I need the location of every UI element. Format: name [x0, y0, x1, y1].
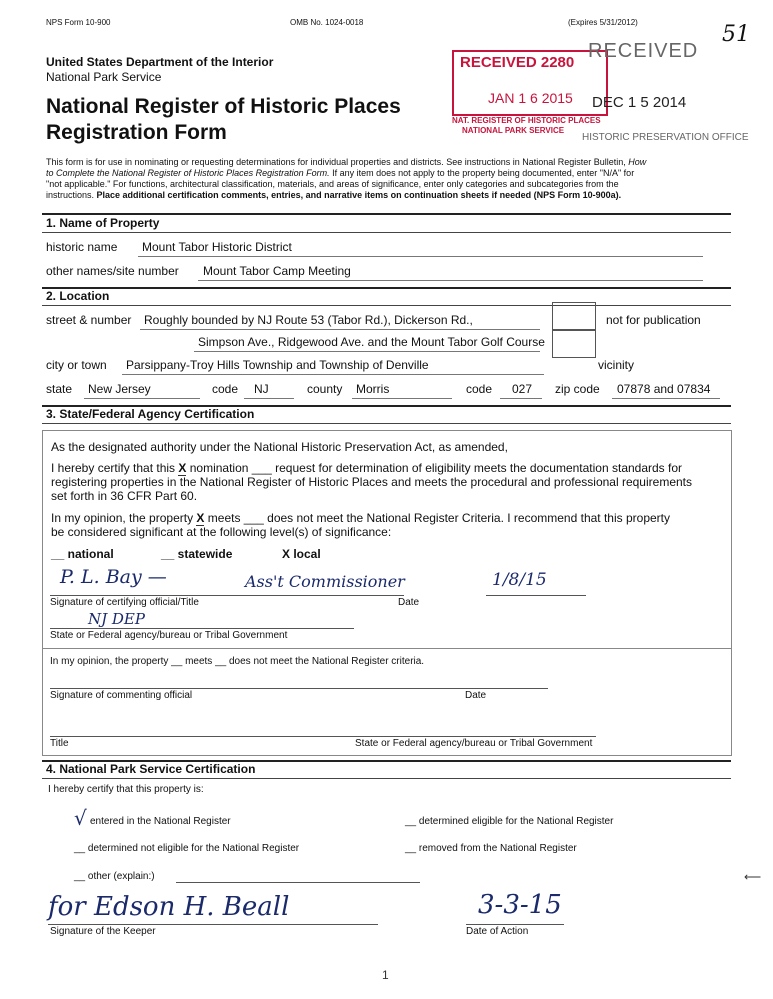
- certify-line-2: registering properties in the National Register of Historic Places and meets the procedural and professional requirements: [51, 475, 692, 489]
- entered-check-mark[interactable]: √: [74, 806, 87, 830]
- other-names-value[interactable]: Mount Tabor Camp Meeting: [203, 264, 351, 278]
- level-statewide[interactable]: __ statewide: [161, 547, 233, 561]
- nps-certify-intro: I hereby certify that this property is:: [48, 784, 204, 795]
- intro-l3: "not applicable." For functions, architectural classification, materials, and areas of significance, enter only categories and subcategories from the: [46, 179, 619, 189]
- vicinity-label: vicinity: [598, 358, 635, 372]
- street-value-1[interactable]: Roughly bounded by NJ Route 53 (Tabor Rd.), Dickerson Rd.,: [144, 313, 473, 327]
- option-removed[interactable]: __ removed from the National Register: [405, 843, 577, 854]
- historic-name-value[interactable]: Mount Tabor Historic District: [142, 240, 292, 254]
- intro-l1b: How: [628, 157, 647, 167]
- page-number: 1: [382, 968, 389, 982]
- keeper-signature-label: Signature of the Keeper: [50, 926, 156, 937]
- received-label: RECEIVED 2280: [460, 54, 575, 71]
- county-value[interactable]: Morris: [356, 382, 390, 396]
- zip-label: zip code: [555, 382, 600, 396]
- received-date: JAN 1 6 2015: [488, 90, 573, 106]
- margin-arrow-icon: ⟵: [744, 870, 762, 884]
- intro-l4a: instructions.: [46, 190, 97, 200]
- agency-hand: NJ DEP: [88, 610, 145, 628]
- expiration: (Expires 5/31/2012): [568, 18, 638, 27]
- city-label: city or town: [46, 358, 107, 372]
- county-label: county: [307, 382, 343, 396]
- commenting-opinion: In my opinion, the property __ meets __ does not meet the National Register criteria.: [50, 656, 425, 667]
- commenting-title-label: Title: [50, 738, 69, 749]
- zip-value[interactable]: 07878 and 07834: [617, 382, 711, 396]
- intro-l2b: If any item does not apply to the property being documented, enter "N/A" for: [329, 168, 635, 178]
- opinion-b: meets ___ does not meet the National Register Criteria. I recommend that this property: [204, 511, 670, 525]
- department: United States Department of the Interior: [46, 55, 274, 69]
- commenting-date-label: Date: [465, 690, 487, 701]
- keeper-signature: for Edson H. Beall: [48, 892, 290, 922]
- certifying-signature: P. L. Bay —: [60, 566, 167, 588]
- section-2-heading: 2. Location: [46, 289, 110, 303]
- city-value[interactable]: Parsippany-Troy Hills Township and Township of Denville: [126, 358, 429, 372]
- certify-line: [51, 461, 682, 475]
- certify-b: nomination ___ request for determination of eligibility meets the documentation standards for: [186, 461, 683, 475]
- section-4-heading: 4. National Park Service Certification: [46, 762, 256, 776]
- received-stamp-hpo: [582, 40, 758, 150]
- option-entered[interactable]: entered in the National Register: [90, 816, 231, 827]
- section-1-heading: 1. Name of Property: [46, 216, 160, 230]
- received-b-label: RECEIVED: [588, 40, 699, 62]
- page-mark: 51: [722, 22, 750, 47]
- commenting-signature-label: Signature of commenting official: [50, 690, 193, 701]
- page-subtitle: Registration Form: [46, 121, 227, 144]
- date-of-action-label: Date of Action: [466, 926, 529, 937]
- opinion-line: [51, 511, 670, 525]
- received-b-date: DEC 1 5 2014: [592, 94, 687, 111]
- opinion-a: In my opinion, the property: [51, 511, 197, 525]
- state-value[interactable]: New Jersey: [88, 382, 151, 396]
- certifying-signature-label: Signature of certifying official/Title: [50, 597, 199, 608]
- intro-l4b: Place additional certification comments, entries, and narrative items on continuation sheets if needed (NPS Form 10-900a).: [96, 190, 622, 200]
- option-determined-eligible[interactable]: __ determined eligible for the National Register: [405, 816, 614, 827]
- option-not-eligible[interactable]: __ determined not eligible for the National Register: [74, 843, 300, 854]
- commenting-agency-label: State or Federal agency/bureau or Tribal Government: [355, 738, 593, 749]
- certify-a: I hereby certify that this: [51, 461, 179, 475]
- action-date-hand: 3-3-15: [478, 890, 562, 920]
- street-value-2[interactable]: Simpson Ave., Ridgewood Ave. and the Mount Tabor Golf Course: [198, 335, 545, 349]
- opinion-line-2: be considered significant at the following level(s) of significance:: [51, 525, 392, 539]
- intro-l1a: This form is for use in nominating or requesting determinations for individual properties and districts. See instructions in National Register Bulletin,: [46, 157, 629, 167]
- page-title: National Register of Historic Places: [46, 95, 401, 118]
- received-org-1: NAT. REGISTER OF HISTORIC PLACES: [452, 116, 601, 125]
- county-code-value[interactable]: 027: [512, 382, 533, 396]
- omb-number: OMB No. 1024-0018: [290, 18, 364, 27]
- state-code-value[interactable]: NJ: [254, 382, 269, 396]
- certifying-date-label: Date: [398, 597, 420, 608]
- park-service: National Park Service: [46, 70, 162, 84]
- historic-name-label: historic name: [46, 240, 118, 254]
- authority-text: As the designated authority under the National Historic Preservation Act, as amended,: [51, 440, 508, 454]
- meets-x[interactable]: X: [196, 511, 205, 525]
- nomination-x[interactable]: X: [178, 461, 187, 475]
- certifying-date-hand: 1/8/15: [492, 570, 547, 590]
- level-national[interactable]: __ national: [51, 547, 114, 561]
- received-stamp-nps: [452, 46, 604, 146]
- state-code-label: code: [212, 382, 239, 396]
- other-names-label: other names/site number: [46, 264, 179, 278]
- not-for-publication-label: not for publication: [606, 313, 701, 327]
- county-code-label: code: [466, 382, 493, 396]
- intro-l2a: to Complete the National Register of Historic Places Registration Form.: [46, 168, 330, 178]
- certify-line-3: set forth in 36 CFR Part 60.: [51, 489, 198, 503]
- received-org-2: NATIONAL PARK SERVICE: [462, 126, 565, 135]
- street-label: street & number: [46, 313, 132, 327]
- level-local[interactable]: X local: [282, 547, 321, 561]
- agency-label: State or Federal agency/bureau or Tribal Government: [50, 630, 288, 641]
- vicinity-checkbox[interactable]: [552, 329, 596, 358]
- state-label: state: [46, 382, 73, 396]
- form-number: NPS Form 10-900: [46, 18, 111, 27]
- option-other[interactable]: __ other (explain:): [74, 871, 155, 882]
- not-for-publication-checkbox[interactable]: [552, 302, 596, 331]
- intro-paragraph: [46, 157, 728, 201]
- certifying-title-hand: Ass't Commissioner: [245, 572, 405, 591]
- section-3-heading: 3. State/Federal Agency Certification: [46, 407, 255, 421]
- received-b-org: HISTORIC PRESERVATION OFFICE: [582, 132, 749, 143]
